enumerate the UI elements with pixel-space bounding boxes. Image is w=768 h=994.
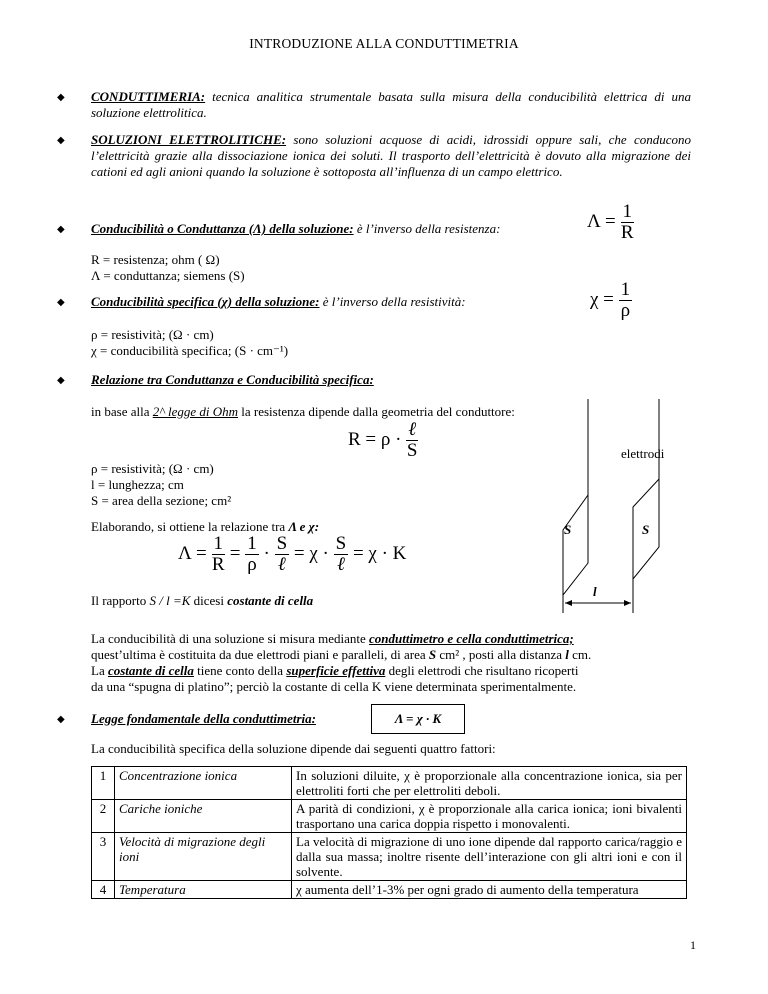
definition-conduttimetria xyxy=(91,89,691,121)
cell-line-3 xyxy=(91,663,731,679)
arrow-right xyxy=(624,600,631,606)
symbol-l: l xyxy=(565,647,569,662)
bullet-marker: ◆ xyxy=(57,92,65,103)
cell-description xyxy=(91,631,731,695)
fraction xyxy=(275,534,290,575)
denominator: ℓ xyxy=(277,554,286,575)
term-conduttimetro: conduttimetro e cella conduttimetrica; xyxy=(368,631,574,646)
relation-intro-text: in base alla xyxy=(91,404,150,419)
electrodes-label: elettrodi xyxy=(621,446,665,461)
ratio-text-b: dicesi xyxy=(193,593,224,608)
formula-lhs: χ = xyxy=(590,288,614,310)
def-resistenza: R = resistenza; ohm ( Ω) xyxy=(91,252,220,267)
table-row xyxy=(92,881,687,899)
denominator: R xyxy=(211,554,225,575)
def-area: S = area della sezione; cm² xyxy=(91,493,232,508)
arrow-left xyxy=(565,600,572,606)
equals-sign: = xyxy=(229,542,241,564)
cell-constant-sentence xyxy=(91,593,313,609)
relation-intro xyxy=(91,404,515,420)
denominator: R xyxy=(620,222,634,243)
definition-conduttanza xyxy=(91,221,551,237)
factors-intro: La conducibilità specifica della soluzione dipende dai seguenti quattro fattori: xyxy=(91,741,496,756)
definition-text: è l’inverso della resistività: xyxy=(319,294,466,309)
factor-number: 4 xyxy=(92,881,115,899)
table-row xyxy=(92,767,687,800)
fundamental-law-box: Λ = χ · K xyxy=(371,704,465,734)
term-conduttanza: Conducibilità o Conduttanza (Λ) della soluzione: xyxy=(91,221,354,236)
formula-relation xyxy=(178,534,406,575)
formula-second-ohm-law xyxy=(348,420,418,461)
text-span: tiene conto della xyxy=(193,663,287,678)
term-legge: Legge fondamentale della conduttimetria: xyxy=(91,711,316,726)
denominator: ρ xyxy=(247,554,257,575)
text-span: cm. xyxy=(568,647,592,662)
formula-conducibilita-specifica xyxy=(590,280,632,321)
definition-text: è l’inverso della resistenza: xyxy=(353,221,501,236)
factor-description: A parità di condizioni, χ è proporzionale alla carica ionica; ioni bivalenti trasportano una carica doppia rispetto i monovalenti. xyxy=(292,800,687,833)
bullet-marker: ◆ xyxy=(57,375,65,386)
factor-number: 2 xyxy=(92,800,115,833)
ratio-text: Il rapporto xyxy=(91,593,147,608)
formula-conduttanza xyxy=(587,202,634,243)
electrode-distance-label: l xyxy=(593,584,597,599)
bullet-marker: ◆ xyxy=(57,135,65,146)
formula-end: = χ · K xyxy=(352,542,407,564)
definition-soluzioni xyxy=(91,132,691,180)
bullet-marker: ◆ xyxy=(57,224,65,235)
term-conduttimetria: CONDUTTIMERIA: xyxy=(91,89,206,104)
fraction xyxy=(619,280,633,321)
text-span: La xyxy=(91,663,108,678)
factor-number: 1 xyxy=(92,767,115,800)
electrodes-diagram xyxy=(555,395,695,615)
factor-description: In soluzioni diluite, χ è proporzionale alla concentrazione ionica, sia per elettroliti forti che per elettroliti deboli. xyxy=(292,767,687,800)
term-superficie: superficie effettiva xyxy=(286,663,386,678)
denominator: ρ xyxy=(620,300,631,321)
text-span: La conducibilità di una soluzione si misura mediante xyxy=(91,631,369,646)
table-row xyxy=(92,833,687,881)
left-electrode xyxy=(563,495,588,595)
term-conducibilita-specifica: Conducibilità specifica (χ) della soluzione: xyxy=(91,294,320,309)
numerator: 1 xyxy=(622,201,633,222)
term-relazione: Relazione tra Conduttanza e Conducibilità specifica: xyxy=(91,372,374,387)
factors-table-body xyxy=(92,767,687,899)
def-rho: ρ = resistività; (Ω · cm) xyxy=(91,461,214,476)
factor-name: Temperatura xyxy=(115,881,292,899)
factor-name: Velocità di migrazione degli ioni xyxy=(115,833,292,881)
def-conduttanza: Λ = conduttanza; siemens (S) xyxy=(91,268,245,283)
numerator: ℓ xyxy=(408,419,417,440)
numerator: S xyxy=(335,533,347,554)
fraction xyxy=(406,420,418,461)
dot-operator: · xyxy=(263,542,270,564)
formula-lhs: Λ = xyxy=(587,210,616,232)
text-span: degli elettrodi che risultano ricoperti xyxy=(385,663,579,678)
fraction xyxy=(245,534,259,575)
definition-text: tecnica analitica strumentale basata sulla misura della conducibilità elettrica di una soluzione elettrolitica. xyxy=(91,89,691,120)
formula-mid: = χ · xyxy=(293,542,329,564)
factors-table xyxy=(91,766,687,899)
factor-name: Cariche ioniche xyxy=(115,800,292,833)
definition-conducibilita-specifica xyxy=(91,294,551,310)
term-soluzioni: SOLUZIONI ELETTROLITICHE: xyxy=(91,132,287,147)
numerator: 1 xyxy=(247,533,257,554)
page-title: INTRODUZIONE ALLA CONDUTTIMETRIA xyxy=(249,36,519,51)
def-length: l = lunghezza; cm xyxy=(91,477,184,492)
term-costante: costante di cella xyxy=(107,663,194,678)
symbol-s: S xyxy=(428,647,437,662)
def-resistivita: ρ = resistività; (Ω · cm) xyxy=(91,327,214,342)
factor-name: Concentrazione ionica xyxy=(115,767,292,800)
cell-line-2 xyxy=(91,647,731,663)
factor-description: χ aumenta dell’1-3% per ogni grado di aumento della temperatura xyxy=(292,881,687,899)
ohm-law-link: 2^ legge di Ohm xyxy=(152,404,239,419)
numerator: 1 xyxy=(620,279,631,300)
electrode-area-left: S xyxy=(564,522,572,537)
cell-constant-term: costante di cella xyxy=(227,593,314,608)
denominator: S xyxy=(406,440,418,461)
electrode-area-right: S xyxy=(642,522,650,537)
fraction xyxy=(621,202,635,243)
bullet-marker: ◆ xyxy=(57,714,65,725)
numerator: 1 xyxy=(213,533,224,554)
table-row xyxy=(92,800,687,833)
numerator: S xyxy=(276,533,288,554)
bullet-marker: ◆ xyxy=(57,297,65,308)
relation-intro-rest: la resistenza dipende dalla geometria del conduttore: xyxy=(238,404,515,419)
section-legge xyxy=(91,711,361,727)
cell-line-1 xyxy=(91,631,731,647)
fraction xyxy=(334,534,349,575)
denominator: ℓ xyxy=(336,554,345,575)
text-span: quest’ultima è costituita da due elettrodi piani e paralleli, di area xyxy=(91,647,429,662)
section-relazione xyxy=(91,372,691,388)
text-span: cm² , posti alla distanza xyxy=(436,647,566,662)
cell-line-4: da una “spugna di platino”; perciò la costante di cella K viene determinata sperimentalmente. xyxy=(91,679,577,694)
factor-number: 3 xyxy=(92,833,115,881)
definition-text: sono soluzioni acquose di acidi, idrossidi oppure sali, che conducono l’elettricità grazie alla dissociazione ionica dei soluti. Il trasporto dell’elettricità è dovuto alla migrazione dei cationi ed agli anioni quando la soluzione è sottoposta all’influenza di un campo elettrico. xyxy=(91,132,691,179)
ratio-expression: S / l =K xyxy=(149,593,191,608)
elab-text: Elaborando, si ottiene la relazione tra xyxy=(91,519,286,534)
fraction xyxy=(212,534,226,575)
formula-lhs: Λ = xyxy=(178,542,207,564)
def-conducibilita: χ = conducibilità specifica; (S · cm⁻¹) xyxy=(91,343,289,358)
elab-symbols: Λ e χ: xyxy=(288,519,320,534)
page-number: 1 xyxy=(690,938,696,952)
formula-lhs: R = ρ · xyxy=(348,428,402,450)
factor-description: La velocità di migrazione di uno ione dipende dal rapporto carica/raggio e dalla sua massa; inoltre risente dell’interazione con gli altri ioni e con il solvente. xyxy=(292,833,687,881)
